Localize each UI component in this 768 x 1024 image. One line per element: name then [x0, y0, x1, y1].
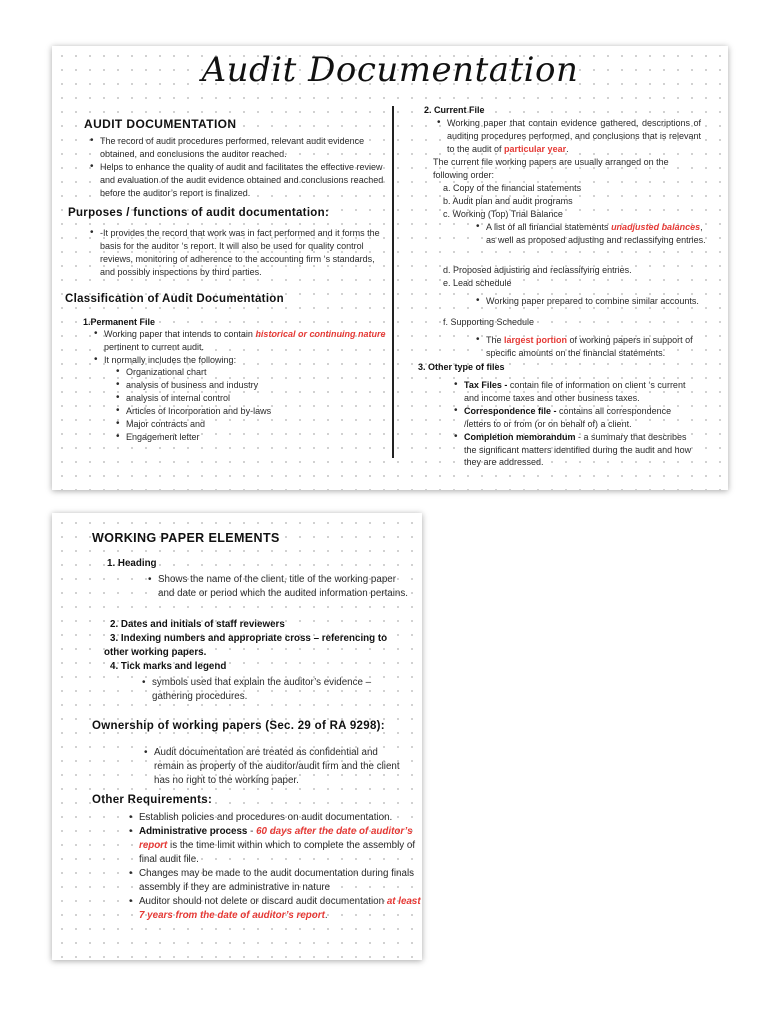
- current-file-item-a: a. Copy of the financial statements: [443, 183, 582, 193]
- current-file-list: [433, 117, 701, 156]
- audit-documentation-heading: AUDIT DOCUMENTATION: [84, 117, 237, 131]
- tick-marks-list: [138, 676, 392, 704]
- list-item: • It normally includes the following:: [104, 354, 396, 367]
- current-file-heading: 2. Current File: [424, 105, 485, 115]
- supporting-schedule-list: [472, 334, 712, 360]
- element-heading-label: 1. Heading: [107, 558, 157, 569]
- list-item: • Changes may be made to the audit documentation during finals assembly if they are administrative in nature: [139, 867, 421, 895]
- classification-heading: Classification of Audit Documentation: [65, 293, 284, 305]
- list-item: • Working paper prepared to combine similar accounts.: [486, 295, 716, 308]
- list-item: • Tax Files - contain file of information on client ‘s current and income taxes and other business taxes.: [464, 379, 692, 405]
- list-item: • analysis of business and industry: [126, 379, 366, 392]
- current-file-order: The current file working papers are usually arranged on the following order:: [433, 157, 669, 180]
- working-paper-elements-card: [52, 513, 422, 960]
- list-item: • analysis of internal control: [126, 392, 366, 405]
- ownership-list: [140, 746, 404, 788]
- list-item: • Working paper that contain evidence gathered, descriptions of auditing procedures performed, and conclusions that is relevant to the audit of particular year.: [447, 117, 701, 156]
- list-item: • Correspondence file - contains all correspondence /letters to or from (or on behalf of) a client.: [464, 405, 692, 431]
- lead-schedule-list: [472, 295, 716, 308]
- list-item: • Administrative process - 60 days after the date of auditor’s report is the time limit within which to complete the assembly of final audit file.: [139, 825, 421, 867]
- list-item: • -It provides the record that work was in fact performed and it forms the basis for the auditor ‘s report. It will also be used for quality control reviews, monitoring of adherence to the accounting firm ‘s standards, and possibly inspections by third parties.: [100, 227, 390, 279]
- audit-documentation-list: [86, 135, 390, 200]
- list-item: • Completion memorandum - a summary that describes the significant matters identified during the audit and how they are addressed.: [464, 431, 692, 470]
- current-file-item-c: c. Working (Top) Trial Balance: [443, 209, 563, 219]
- list-item: • A list of all financial statements unadjusted balances, as well as proposed adjusting and reclassifying entries.: [486, 221, 706, 247]
- ownership-heading: Ownership of working papers (Sec. 29 of RA 9298):: [92, 720, 385, 732]
- trial-balance-list: [472, 221, 706, 247]
- audit-documentation-card: [52, 46, 728, 490]
- list-item: • Organizational chart: [126, 366, 366, 379]
- current-file-item-b: b. Audit plan and audit programs: [443, 196, 573, 206]
- element-dates: 2. Dates and initials of staff reviewers: [110, 619, 285, 630]
- list-item: • Shows the name of the client, title of the working paper and date or period which the audited information pertains.: [158, 573, 408, 601]
- list-item: • Working paper that intends to contain historical or continuing nature pertinent to current audit.: [104, 328, 396, 354]
- other-files-list: [450, 379, 692, 469]
- list-item: • Engagement letter: [126, 431, 366, 444]
- other-requirements-heading: Other Requirements:: [92, 794, 213, 806]
- other-files-heading: 3. Other type of files: [418, 362, 505, 372]
- list-item: • Audit documentation are treated as confidential and remain as property of the auditor/audit firm and the client has no right to the working paper.: [154, 746, 404, 788]
- element-indexing: 3. Indexing numbers and appropriate cross – referencing to other working papers.: [104, 633, 388, 658]
- other-requirements-list: [125, 811, 421, 923]
- list-item: • Articles of Incorporation and by-laws: [126, 405, 366, 418]
- permanent-file-list: [90, 328, 396, 367]
- element-heading-list: [144, 573, 408, 601]
- list-item: • Major contracts and: [126, 418, 366, 431]
- element-tick-marks: 4. Tick marks and legend: [110, 661, 227, 672]
- list-item: • The largest portion of working papers in support of specific amounts on the financial statements.: [486, 334, 712, 360]
- card-title: Audit Documentation: [201, 50, 579, 90]
- current-file-item-d: d. Proposed adjusting and reclassifying entries.: [443, 265, 632, 275]
- list-item: • Auditor should not delete or discard audit documentation at least 7 years from the date of auditor’s report.: [139, 895, 421, 923]
- list-item: • The record of audit procedures performed, relevant audit evidence obtained, and conclusions the auditor reached.: [100, 135, 390, 161]
- current-file-item-f: f. Supporting Schedule: [443, 317, 535, 327]
- working-paper-elements-heading: WORKING PAPER ELEMENTS: [92, 531, 280, 545]
- purposes-heading: Purposes / functions of audit documentation:: [68, 207, 330, 219]
- list-item: • symbols used that explain the auditor’s evidence – gathering procedures.: [152, 676, 392, 704]
- column-divider: [392, 106, 394, 458]
- list-item: • Helps to enhance the quality of audit and facilitates the effective review and evaluation of the audit evidence obtained and conclusions reached before the auditor’s report is finalized.: [100, 161, 390, 200]
- list-item: • Establish policies and procedures on audit documentation.: [139, 811, 421, 825]
- permanent-file-items: [112, 366, 366, 443]
- purposes-list: [86, 227, 390, 279]
- current-file-item-e: e. Lead schedule: [443, 278, 512, 288]
- permanent-file-label: 1.Permanent File: [83, 317, 156, 327]
